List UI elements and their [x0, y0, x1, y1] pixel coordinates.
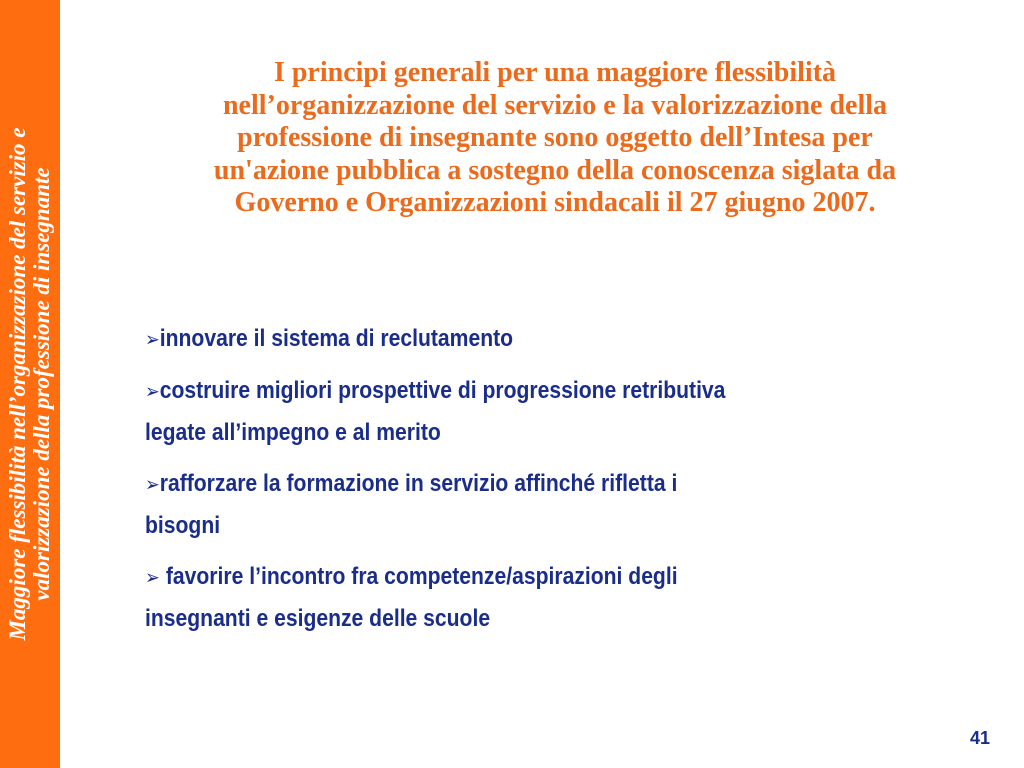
- bullet-text: bisogni: [145, 512, 221, 539]
- bullet-text: costruire migliori prospettive di progressione retributiva: [159, 377, 726, 404]
- bullet-line: [145, 318, 849, 360]
- bullet-text: favorire l’incontro fra competenze/aspirazioni degli: [165, 563, 678, 590]
- title-line: I principi generali per una maggiore flessibilità: [273, 57, 837, 88]
- sidebar-title-line-2: valorizzazione della professione di insegnante: [29, 167, 54, 601]
- bullet-item: [145, 370, 849, 453]
- arrow-bullet-icon: ➢: [145, 565, 166, 589]
- title-line: nell’organizzazione del servizio e la valorizzazione della: [222, 89, 888, 121]
- bullet-text: innovare il sistema di reclutamento: [159, 325, 514, 352]
- arrow-bullet-icon: ➢: [145, 379, 160, 403]
- title-line: un'azione pubblica a sostegno della conoscenza siglata da: [213, 154, 897, 186]
- bullet-line: [145, 370, 849, 412]
- bullet-text: rafforzare la formazione in servizio affinché rifletta i: [159, 470, 678, 497]
- sidebar-vertical-title: [6, 24, 54, 744]
- sidebar-band: [0, 0, 60, 768]
- bullet-text: legate all’impegno e al merito: [145, 419, 441, 446]
- arrow-bullet-icon: ➢: [145, 472, 160, 496]
- bullet-line: [145, 556, 849, 598]
- arrow-bullet-icon: ➢: [145, 327, 160, 351]
- bullet-line: [145, 463, 849, 505]
- slide-title: [130, 57, 980, 220]
- bullet-text: insegnanti e esigenze delle scuole: [145, 605, 491, 632]
- bullet-item: [145, 556, 849, 639]
- bullet-list: [145, 318, 849, 649]
- bullet-item: [145, 318, 849, 360]
- page-number: 41: [969, 728, 990, 748]
- bullet-item: [145, 463, 849, 546]
- title-line: professione di insegnante sono oggetto dell’Intesa per: [237, 122, 873, 153]
- sidebar-title-line-1: Maggiore flessibilità nell’organizzazione del servizio e: [5, 127, 30, 641]
- title-line: Governo e Organizzazioni sindacali il 27 giugno 2007.: [234, 187, 876, 218]
